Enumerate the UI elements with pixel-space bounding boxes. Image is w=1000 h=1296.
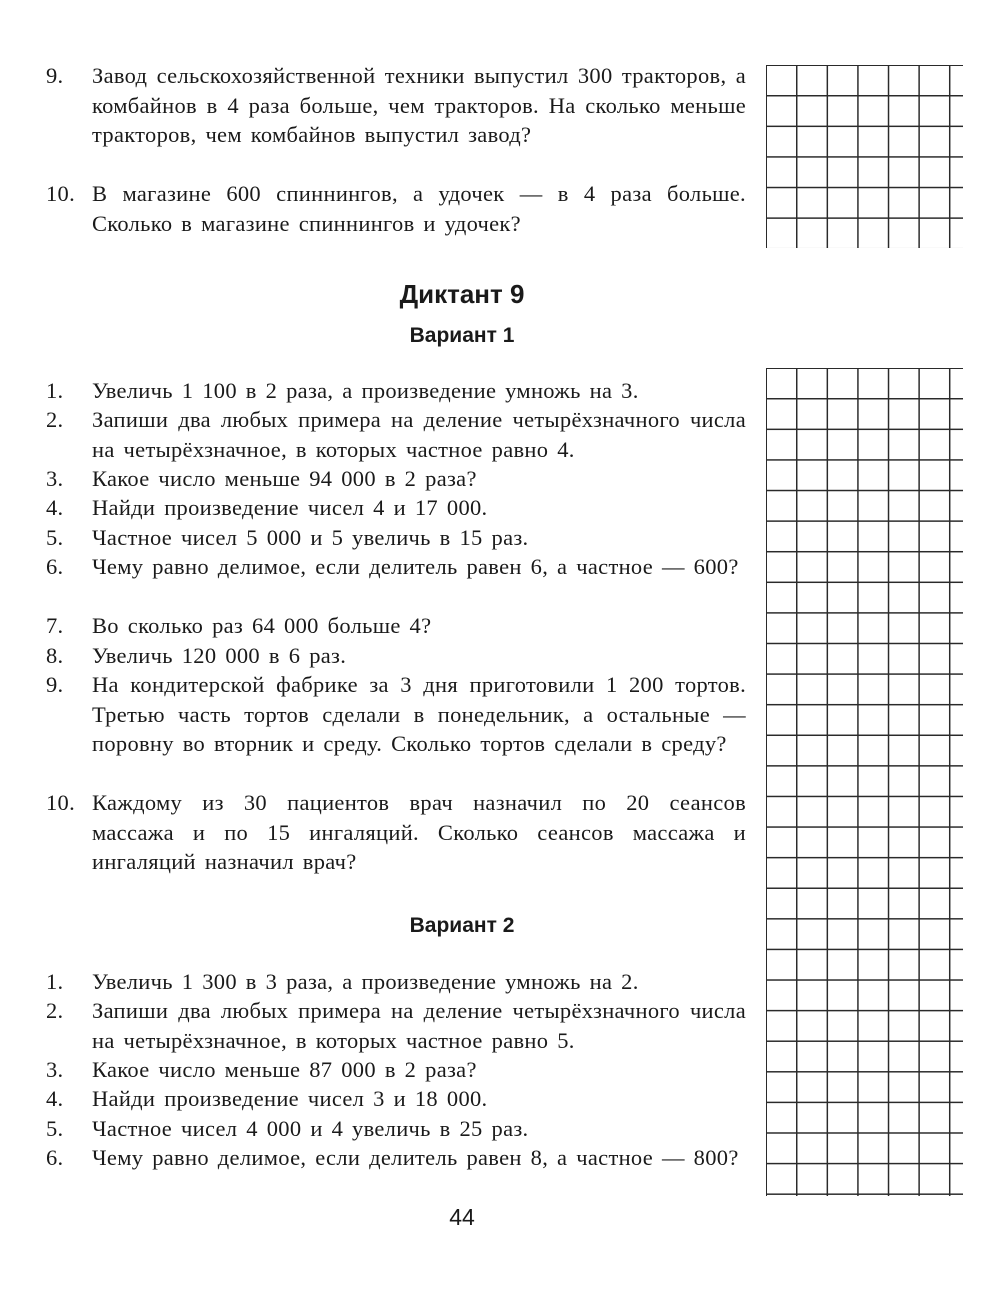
task-item — [46, 464, 746, 494]
task-number: 7. — [46, 613, 64, 638]
task-item — [46, 179, 746, 238]
task-item — [46, 1055, 746, 1085]
task-number: 3. — [46, 1057, 64, 1082]
task-text: Увеличь 1 100 в 2 раза, а произведение умножь на 3. — [92, 378, 639, 403]
task-item — [46, 967, 746, 997]
task-item — [46, 523, 746, 553]
task-text: Найди произведение чисел 3 и 18 000. — [92, 1086, 488, 1111]
task-item — [46, 376, 746, 406]
task-text: Какое число меньше 87 000 в 2 раза? — [92, 1057, 477, 1082]
task-number: 3. — [46, 466, 64, 491]
task-text: В магазине 600 спиннингов, а удочек — в 4 раза больше. Сколько в магазине спиннингов и удочек? — [92, 181, 746, 236]
task-number: 2. — [46, 407, 64, 432]
task-number: 10. — [46, 790, 76, 815]
answer-grid — [766, 65, 963, 248]
task-item — [46, 1114, 746, 1144]
dictation-title: Диктант 9 — [399, 279, 525, 309]
task-text: Каждому из 30 пациентов врач назначил по 20 сеансов массажа и по 15 ингаляций. Сколько сеансов массажа и ингаляций назначил врач? — [92, 790, 746, 875]
variant-1-title: Вариант 1 — [409, 324, 515, 347]
task-item — [46, 641, 746, 671]
task-number: 5. — [46, 1116, 64, 1141]
task-text: Увеличь 1 300 в 3 раза, а произведение умножь на 2. — [92, 969, 639, 994]
task-text: Частное чисел 4 000 и 4 увеличь в 25 раз. — [92, 1116, 529, 1141]
task-item — [46, 552, 746, 582]
task-text: Завод сельскохозяйственной техники выпустил 300 тракторов, а комбайнов в 4 раза больше, чем тракторов. На сколько меньше тракторов, чем комбайнов выпустил завод? — [92, 63, 746, 148]
task-item — [46, 788, 746, 877]
task-number: 6. — [46, 1145, 64, 1170]
task-text: На кондитерской фабрике за 3 дня приготовили 1 200 тортов. Третью часть тортов сделали в понедельник, а остальные — поровну во вторник и среду. Сколько тортов сделали в среду? — [92, 672, 746, 757]
task-number: 1. — [46, 969, 64, 994]
task-text: Во сколько раз 64 000 больше 4? — [92, 613, 432, 638]
task-number: 2. — [46, 998, 64, 1023]
task-number: 9. — [46, 672, 64, 697]
task-number: 1. — [46, 378, 64, 403]
task-item — [46, 670, 746, 759]
answer-grid — [766, 368, 963, 1196]
task-number: 9. — [46, 63, 64, 88]
task-number: 4. — [46, 1086, 64, 1111]
task-text: Чему равно делимое, если делитель равен 6, а частное — 600? — [92, 554, 739, 579]
task-item — [46, 61, 746, 150]
variant-2-title: Вариант 2 — [409, 914, 515, 937]
task-number: 6. — [46, 554, 64, 579]
task-text: Запиши два любых примера на деление четырёхзначного числа на четырёхзначное, в которых частное равно 5. — [92, 998, 746, 1053]
task-number: 10. — [46, 181, 76, 206]
task-item — [46, 405, 746, 464]
task-item — [46, 493, 746, 523]
task-text: Найди произведение чисел 4 и 17 000. — [92, 495, 488, 520]
task-number: 4. — [46, 495, 64, 520]
page-number: 44 — [449, 1204, 475, 1230]
task-number: 5. — [46, 525, 64, 550]
task-item — [46, 611, 746, 641]
task-text: Запиши два любых примера на деление четырёхзначного числа на четырёхзначное, в которых частное равно 4. — [92, 407, 746, 462]
task-text: Какое число меньше 94 000 в 2 раза? — [92, 466, 477, 491]
task-text: Увеличь 120 000 в 6 раз. — [92, 643, 347, 668]
task-number: 8. — [46, 643, 64, 668]
task-text: Частное чисел 5 000 и 5 увеличь в 15 раз. — [92, 525, 529, 550]
task-text: Чему равно делимое, если делитель равен 8, а частное — 800? — [92, 1145, 739, 1170]
task-item — [46, 1143, 746, 1173]
task-item — [46, 1084, 746, 1114]
task-item — [46, 996, 746, 1055]
